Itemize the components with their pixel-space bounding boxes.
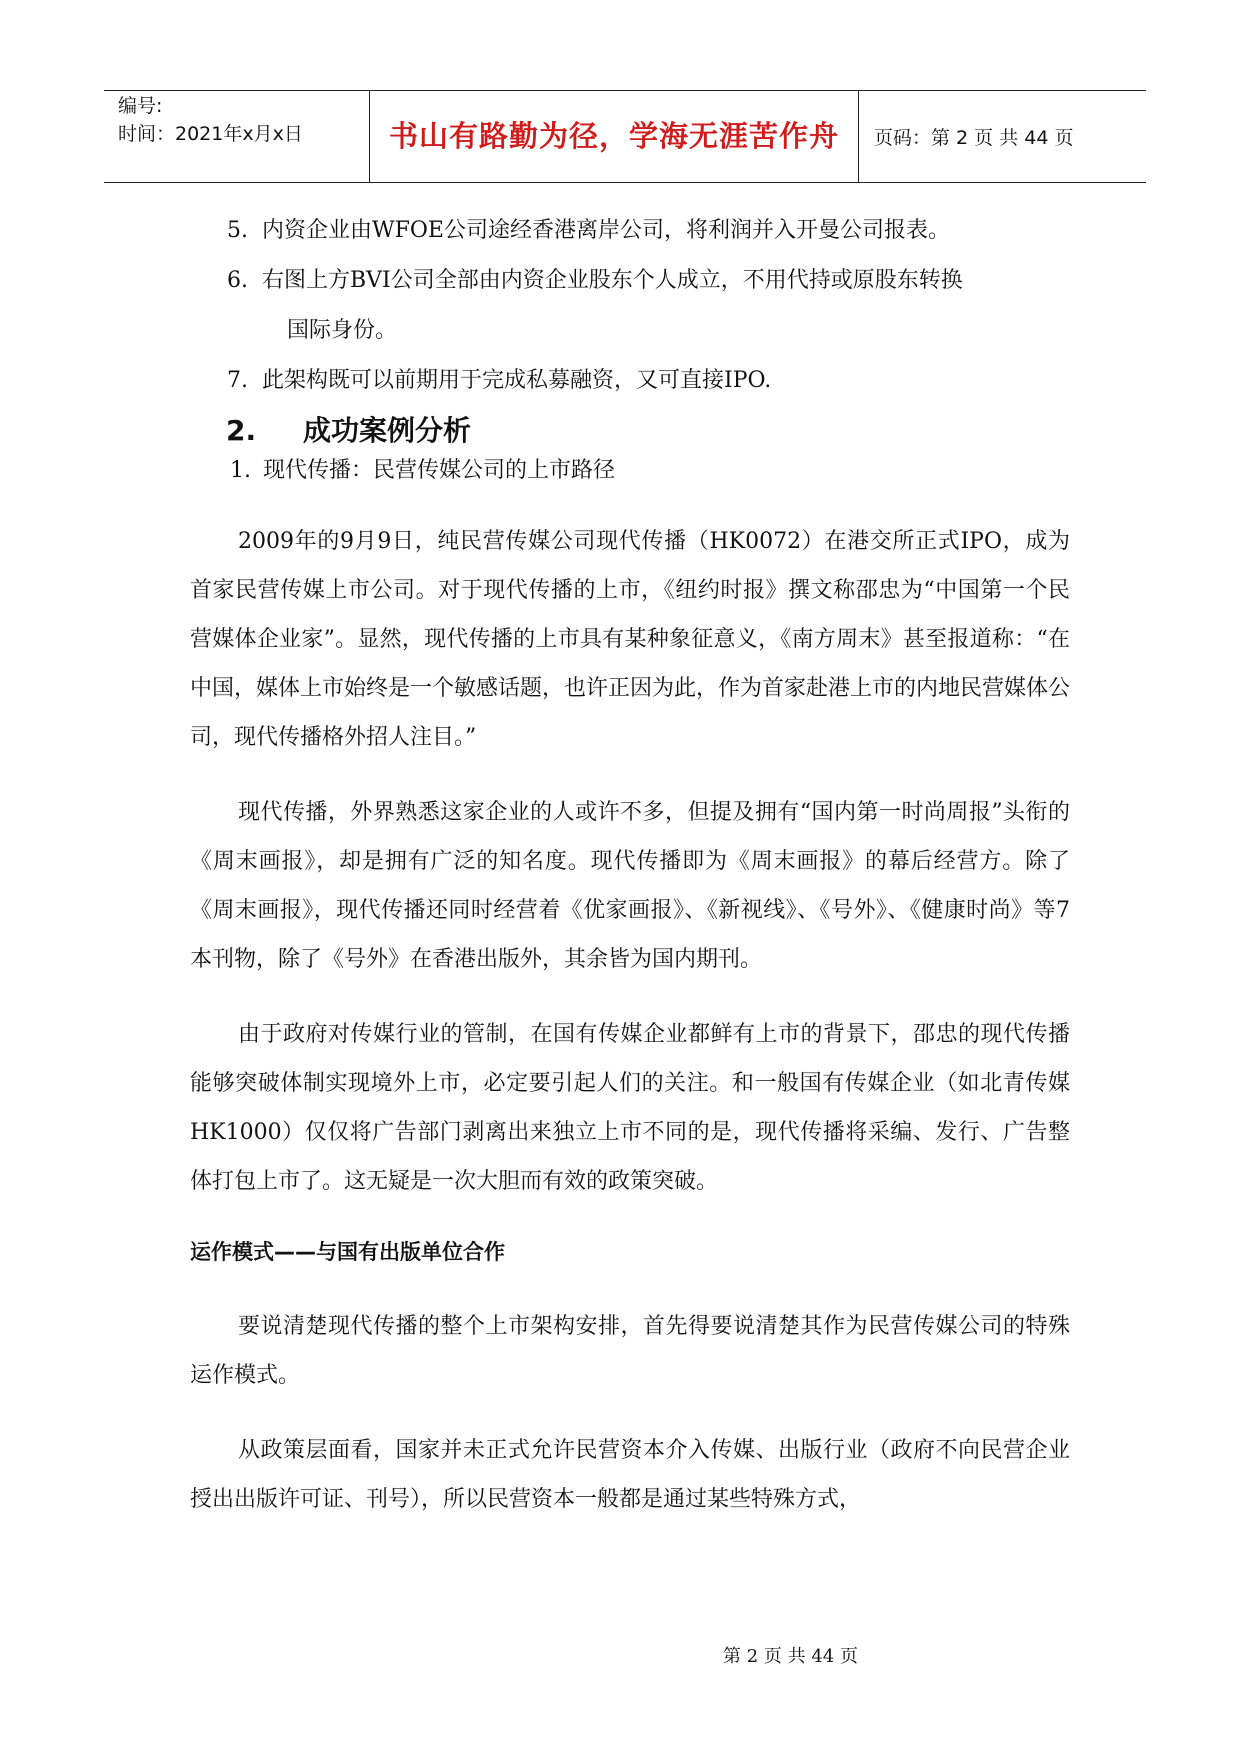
document-body (190, 215, 1070, 1550)
list-item (190, 365, 1070, 397)
date-label: 时间：2021年x月x日 (118, 123, 303, 145)
section-heading (190, 411, 1070, 451)
serial-label: 编号: (118, 95, 163, 117)
list-text: 内资企业由WFOE公司途经香港离岸公司，将利润并入开曼公司报表。 (262, 218, 950, 243)
subheading: 运作模式——与国有出版单位合作 (190, 1240, 505, 1264)
list-number: 6. (227, 268, 248, 293)
paragraph: 由于政府对传媒行业的管制，在国有传媒企业都鲜有上市的背景下，邵忠的现代传播能够突破体制实现境外上市，必定要引起人们的关注。和一般国有传媒企业（如北青传媒HK1000）仅仅将广告部门剥离出来独立上市不同的是，现代传播将采编、发行、广告整体打包上市了。这无疑是一次大胆而有效的政策突破。 (190, 1022, 1070, 1194)
header-divider (858, 90, 859, 182)
page-footer (0, 1642, 1241, 1668)
list-item (190, 265, 1070, 347)
list-item (190, 215, 1070, 247)
paragraph: 现代传播，外界熟悉这家企业的人或许不多，但提及拥有“国内第一时尚周报”头衔的《周末画报》，却是拥有广泛的知名度。现代传播即为《周末画报》的幕后经营方。除了《周末画报》，现代传播还同时经营着《优家画报》、《新视线》、《号外》、《健康时尚》等7本刊物，除了《号外》在香港出版外，其余皆为国内期刊。 (190, 800, 1070, 972)
list-number: 7. (227, 368, 248, 393)
paragraph: 从政策层面看，国家并未正式允许民营资本介入传媒、出版行业（政府不向民营企业授出出版许可证、刊号），所以民营资本一般都是通过某些特殊方式， (190, 1438, 1070, 1512)
subsection-number: 1. (230, 458, 251, 483)
list-text-continued: 国际身份。 (287, 318, 398, 343)
list-number: 5. (227, 218, 248, 243)
header-bottom-rule (104, 182, 1146, 183)
paragraph: 要说清楚现代传播的整个上市架构安排，首先得要说清楚其作为民营传媒公司的特殊运作模式。 (190, 1314, 1070, 1388)
header-top-rule (104, 90, 1146, 91)
section-number: 2. (226, 414, 257, 447)
header-meta (118, 92, 366, 148)
list-text: 右图上方BVI公司全部由内资企业股东个人成立，不用代持或原股东转换 (262, 268, 963, 293)
subsection-heading (190, 455, 1070, 487)
list-text: 此架构既可以前期用于完成私募融资，又可直接IPO. (262, 368, 772, 393)
header-motto: 书山有路勤为径，学海无涯苦作舟 (388, 119, 839, 153)
footer-page-number: 第 2 页 共 44 页 (723, 1646, 858, 1667)
page-header (104, 90, 1146, 182)
paragraph: 2009年的9月9日，纯民营传媒公司现代传播（HK0072）在港交所正式IPO，成为首家民营传媒上市公司。对于现代传播的上市，《纽约时报》撰文称邵忠为“中国第一个民营媒体企业家”。显然，现代传播的上市具有某种象征意义，《南方周末》甚至报道称：“在中国，媒体上市始终是一个敏感话题，也许正因为此，作为首家赴港上市的内地民营媒体公司，现代传播格外招人注目。” (190, 529, 1071, 750)
header-page-label: 页码：第 2 页 共 44 页 (874, 127, 1074, 149)
subsection-title: 现代传播：民营传媒公司的上市路径 (263, 458, 616, 483)
section-title: 成功案例分析 (303, 414, 472, 447)
